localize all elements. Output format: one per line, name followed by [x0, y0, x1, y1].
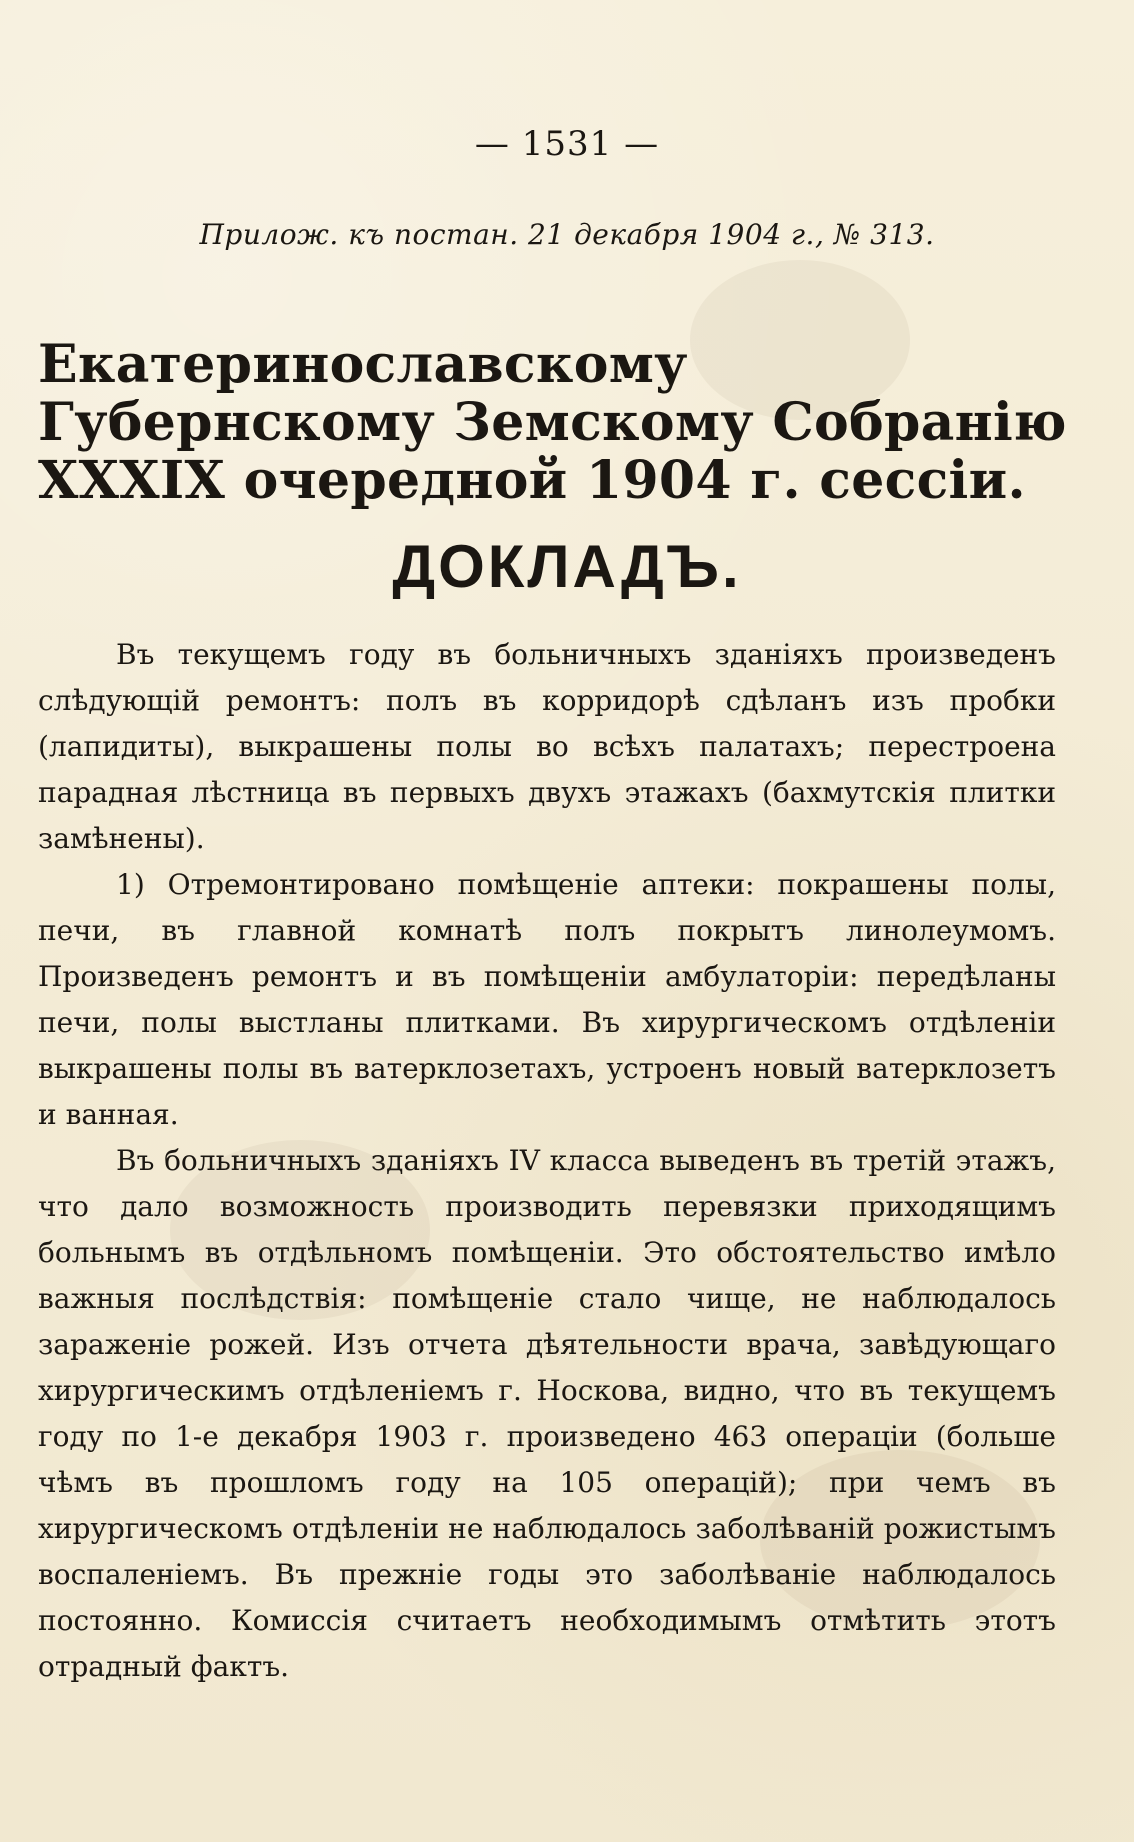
paragraph-2: 1) Отремонтировано помѣщеніе аптеки: покрашены полы, печи, въ главной комнатѣ полъ покрытъ линолеумомъ. Произведенъ ремонтъ и въ помѣщеніи амбулаторіи: передѣланы печи, полы выстланы плитками. Въ хирургическомъ отдѣленіи выкрашены полы въ ватерклозетахъ, устроенъ новый ватерклозетъ и ванная. — [38, 868, 1056, 1131]
page-number: — 1531 — — [474, 124, 660, 164]
paragraph-3: Въ больничныхъ зданіяхъ IV класса выведенъ въ третій этажъ, что дало возможность производить перевязки приходящимъ больнымъ въ отдѣльномъ помѣщеніи. Это обстоятельство имѣло важныя послѣдствія: помѣщеніе стало чище, не наблюдалось зараженіе рожей. Изъ отчета дѣятельности врача, завѣдующаго хирургическимъ отдѣленіемъ г. Носкова, видно, что въ текущемъ году по 1-е декабря 1903 г. произведено 463 операціи (больше чѣмъ въ прошломъ году на 105 операцій); при чемъ въ хирургическомъ отдѣленіи не наблюдалось заболѣваній рожистымъ воспаленіемъ. Въ прежніе годы это заболѣваніе наблюдалось постоянно. Комиссія считаетъ необходимымъ отмѣтить этотъ отрадный фактъ. — [38, 1144, 1056, 1683]
paragraph-1: Въ текущемъ году въ больничныхъ зданіяхъ произведенъ слѣдующій ремонтъ: полъ въ корридорѣ сдѣланъ изъ пробки (лапидиты), выкрашены полы во всѣхъ палатахъ; перестроена парадная лѣстница въ первыхъ двухъ этажахъ (бахмутскія плитки замѣнены). — [38, 638, 1056, 855]
document-title: ДОКЛАДЪ. — [392, 533, 742, 600]
document-body — [38, 632, 1056, 1690]
document-heading: Екатеринославскому Губернскому Земскому Собранію XXXIX очередной 1904 г. сессіи. — [38, 334, 1067, 511]
appendix-note: Прилож. къ постан. 21 декабря 1904 г., № 313. — [199, 218, 935, 251]
